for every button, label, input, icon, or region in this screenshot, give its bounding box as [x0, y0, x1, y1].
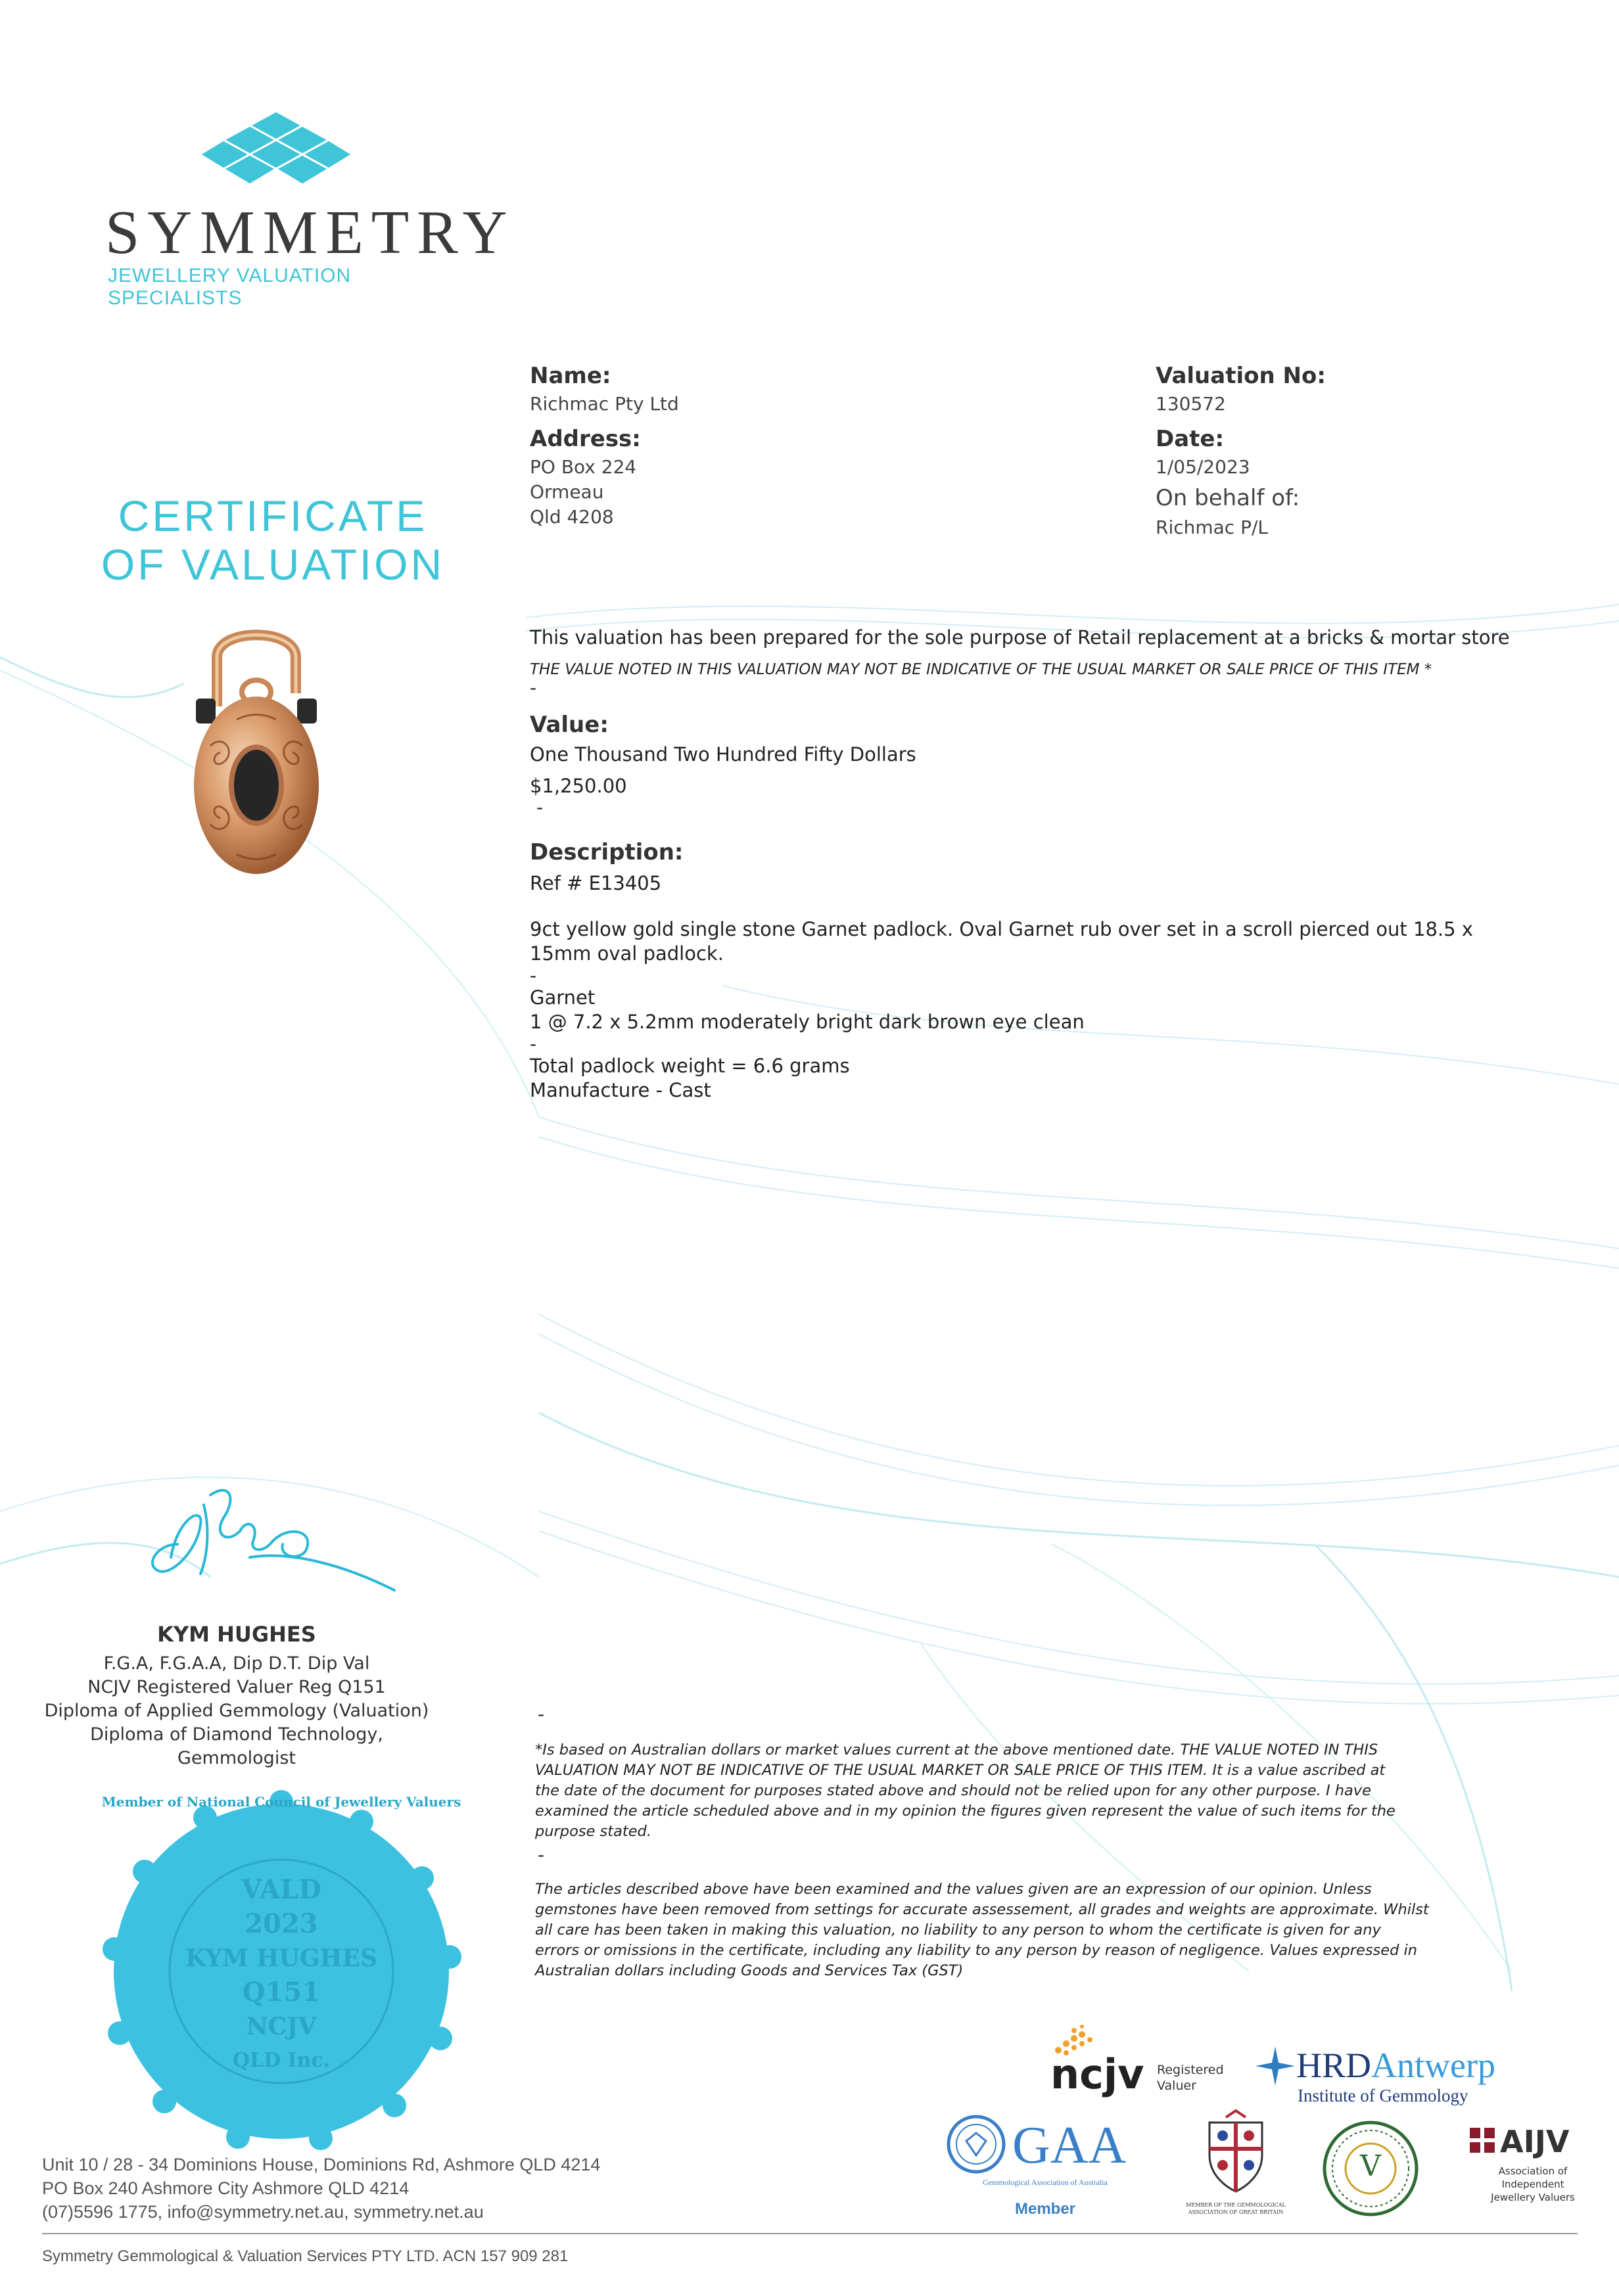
- item-description-line2: 15mm oval padlock.: [530, 942, 724, 965]
- seal-ring-text: Member of National Council of Jewellery Valuers: [101, 1794, 461, 1810]
- footer-divider: [42, 2233, 1578, 2234]
- brand-logo: [99, 108, 515, 309]
- ncjv-seal: [97, 1787, 465, 2155]
- item-description: [530, 917, 1555, 1103]
- certificate-title-line2: OF VALUATION: [101, 540, 445, 589]
- footer-address: Unit 10 / 28 - 34 Dominions House, Dominions Rd, Ashmore QLD 4214 PO Box 240 Ashmore City Ashmore QLD 4214 (07)5596 1775, info@symmetry.net.au, symmetry.net.au: [42, 2155, 601, 2222]
- hrd-subtitle: Institute of Gemmology: [1298, 2086, 1468, 2105]
- separator-dash: -: [538, 1844, 545, 1866]
- v-association-logo: [1321, 2119, 1420, 2218]
- coat-of-arms-icon: [1200, 2109, 1272, 2195]
- address-label: Address:: [530, 426, 641, 452]
- total-weight: Total padlock weight = 6.6 grams: [530, 1055, 850, 1077]
- gaa-subtitle: Gemmological Association of Australia: [983, 2178, 1108, 2187]
- description-label: Description:: [530, 839, 684, 865]
- separator-dash: -: [536, 796, 544, 818]
- stone-detail: 1 @ 7.2 x 5.2mm moderately bright dark brown eye clean: [530, 1011, 1085, 1033]
- disclaimer-line: all care has been taken in making this valuation, no liability to any person to whom the certificate is given for any: [535, 1921, 1381, 1939]
- seal-line4: Q151: [242, 1977, 321, 2008]
- disclaimer-line: The articles described above have been examined and the values given are an expression of our opinion. Unless: [535, 1881, 1372, 1898]
- gaa-emblem-icon: [947, 2115, 1006, 2174]
- disclaimer-line: the date of the document for purposes stated above and should not be relied upon for any other purpose. I have: [535, 1782, 1371, 1799]
- hrd-star-icon: [1255, 2046, 1295, 2086]
- disclaimer-valuation: [535, 1740, 1560, 1842]
- hrd-antwerp-text: Antwerp: [1371, 2046, 1495, 2085]
- seal-line2: 2023: [245, 1908, 318, 1939]
- seal-line6: QLD Inc.: [232, 2049, 331, 2072]
- aijv-logo: [1467, 2124, 1599, 2216]
- manufacture: Manufacture - Cast: [530, 1079, 711, 1101]
- behalf-value: Richmac P/L: [1156, 517, 1269, 538]
- disclaimer-liability: [535, 1879, 1574, 1981]
- valuer-signature: [131, 1479, 408, 1610]
- purpose-text: This valuation has been prepared for the sole purpose of Retail replacement at a bricks & mortar store: [530, 626, 1510, 649]
- brand-tagline: JEWELLERY VALUATION SPECIALISTS: [108, 265, 352, 309]
- behalf-label: On behalf of:: [1156, 485, 1300, 511]
- footer-company: Symmetry Gemmological & Valuation Services PTY LTD. ACN 157 909 281: [42, 2247, 569, 2265]
- aijv-wordmark: AIJV: [1500, 2124, 1570, 2159]
- aijv-grid-icon: [1470, 2128, 1496, 2154]
- certificate-title-line1: CERTIFICATE: [118, 492, 428, 540]
- valuer-name: KYM HUGHES: [157, 1622, 316, 1647]
- stone-name: Garnet: [530, 986, 596, 1009]
- client-name: Richmac Pty Ltd: [530, 393, 679, 415]
- value-amount: $1,250.00: [530, 775, 627, 797]
- certificate-title: [72, 492, 473, 589]
- fga-caption: MEMBER OF THE GEMMOLOGICAL ASSOCIATION OF GREAT BRITAIN: [1186, 2202, 1286, 2215]
- client-block: [530, 363, 990, 530]
- separator-dash: -: [530, 965, 537, 986]
- disclaimer-line: errors or omissions in the certificate, including any liability to any person by reason of negligence. Values expressed in: [535, 1942, 1418, 1959]
- fga-logo: [1177, 2109, 1295, 2228]
- disclaimer-line: VALUATION MAY NOT BE INDICATIVE OF THE USUAL MARKET OR SALE PRICE OF THIS ITEM. It is a value ascribed at: [535, 1762, 1386, 1779]
- hrd-wordmark: [1296, 2045, 1495, 2086]
- disclaimer-line: *Is based on Australian dollars or market values current at the above mentioned date. THE VALUE NOTED IN THIS: [535, 1741, 1378, 1758]
- valuer-qualifications: F.G.A, F.G.A.A, Dip D.T. Dip Val NCJV Registered Valuer Reg Q151 Diploma of Applied Gemmology (Valuation) Diploma of Diamond Technology, Gemmologist: [44, 1653, 429, 1768]
- value-label: Value:: [530, 712, 609, 738]
- gaa-member: Member: [1014, 2200, 1076, 2218]
- diamond-logo-icon: [197, 108, 355, 187]
- gaa-logo: [947, 2115, 1157, 2220]
- valuation-date: 1/05/2023: [1156, 456, 1250, 478]
- ncjv-wordmark: ncjv: [1050, 2050, 1144, 2098]
- separator-dash: -: [538, 1703, 545, 1725]
- padlock-photo: [184, 621, 329, 884]
- reference-number: Ref # E13405: [530, 872, 662, 894]
- item-description-line1: 9ct yellow gold single stone Garnet padlock. Oval Garnet rub over set in a scroll pierced out 18.5 x: [530, 918, 1473, 940]
- v-badge-letter: V: [1360, 2149, 1381, 2183]
- disclaimer-line: purpose stated.: [535, 1823, 651, 1840]
- gaa-wordmark: GAA: [1012, 2117, 1127, 2174]
- ncjv-logo: [1045, 2024, 1242, 2109]
- hrd-text: HRD: [1296, 2046, 1372, 2085]
- disclaimer-line: examined the article scheduled above and in my opinion the figures given represent the value of such items for the: [535, 1802, 1396, 1820]
- valuation-number-label: Valuation No:: [1156, 363, 1326, 389]
- seal-line3: KYM HUGHES: [185, 1944, 377, 1972]
- brand-name: SYMMETRY: [105, 198, 515, 267]
- hrd-antwerp-logo: [1255, 2044, 1532, 2116]
- aijv-subtitle: Association of Independent Jewellery Valuers: [1491, 2165, 1575, 2203]
- seal-center: [183, 1873, 380, 2078]
- separator-dash: -: [530, 677, 537, 699]
- ncjv-subtitle: Registered Valuer: [1157, 2063, 1224, 2093]
- valuation-block: [1156, 363, 1550, 540]
- date-label: Date:: [1156, 426, 1225, 452]
- valuation-number: 130572: [1156, 393, 1226, 415]
- separator-dash: -: [530, 1033, 537, 1055]
- value-words: One Thousand Two Hundred Fifty Dollars: [530, 743, 916, 766]
- disclaimer-line: gemstones have been removed from settings for accurate assessement, all grades and weights are approximate. Whilst: [535, 1901, 1429, 1918]
- seal-line1: VALD: [241, 1874, 321, 1905]
- name-label: Name:: [530, 363, 611, 389]
- seal-line5: NCJV: [246, 2013, 317, 2040]
- client-address: PO Box 224 Ormeau Qld 4208: [530, 456, 637, 528]
- market-notice: THE VALUE NOTED IN THIS VALUATION MAY NOT BE INDICATIVE OF THE USUAL MARKET OR SALE PRICE OF THIS ITEM *: [530, 661, 1432, 678]
- disclaimer-line: Australian dollars including Goods and Services Tax (GST): [535, 1962, 964, 1979]
